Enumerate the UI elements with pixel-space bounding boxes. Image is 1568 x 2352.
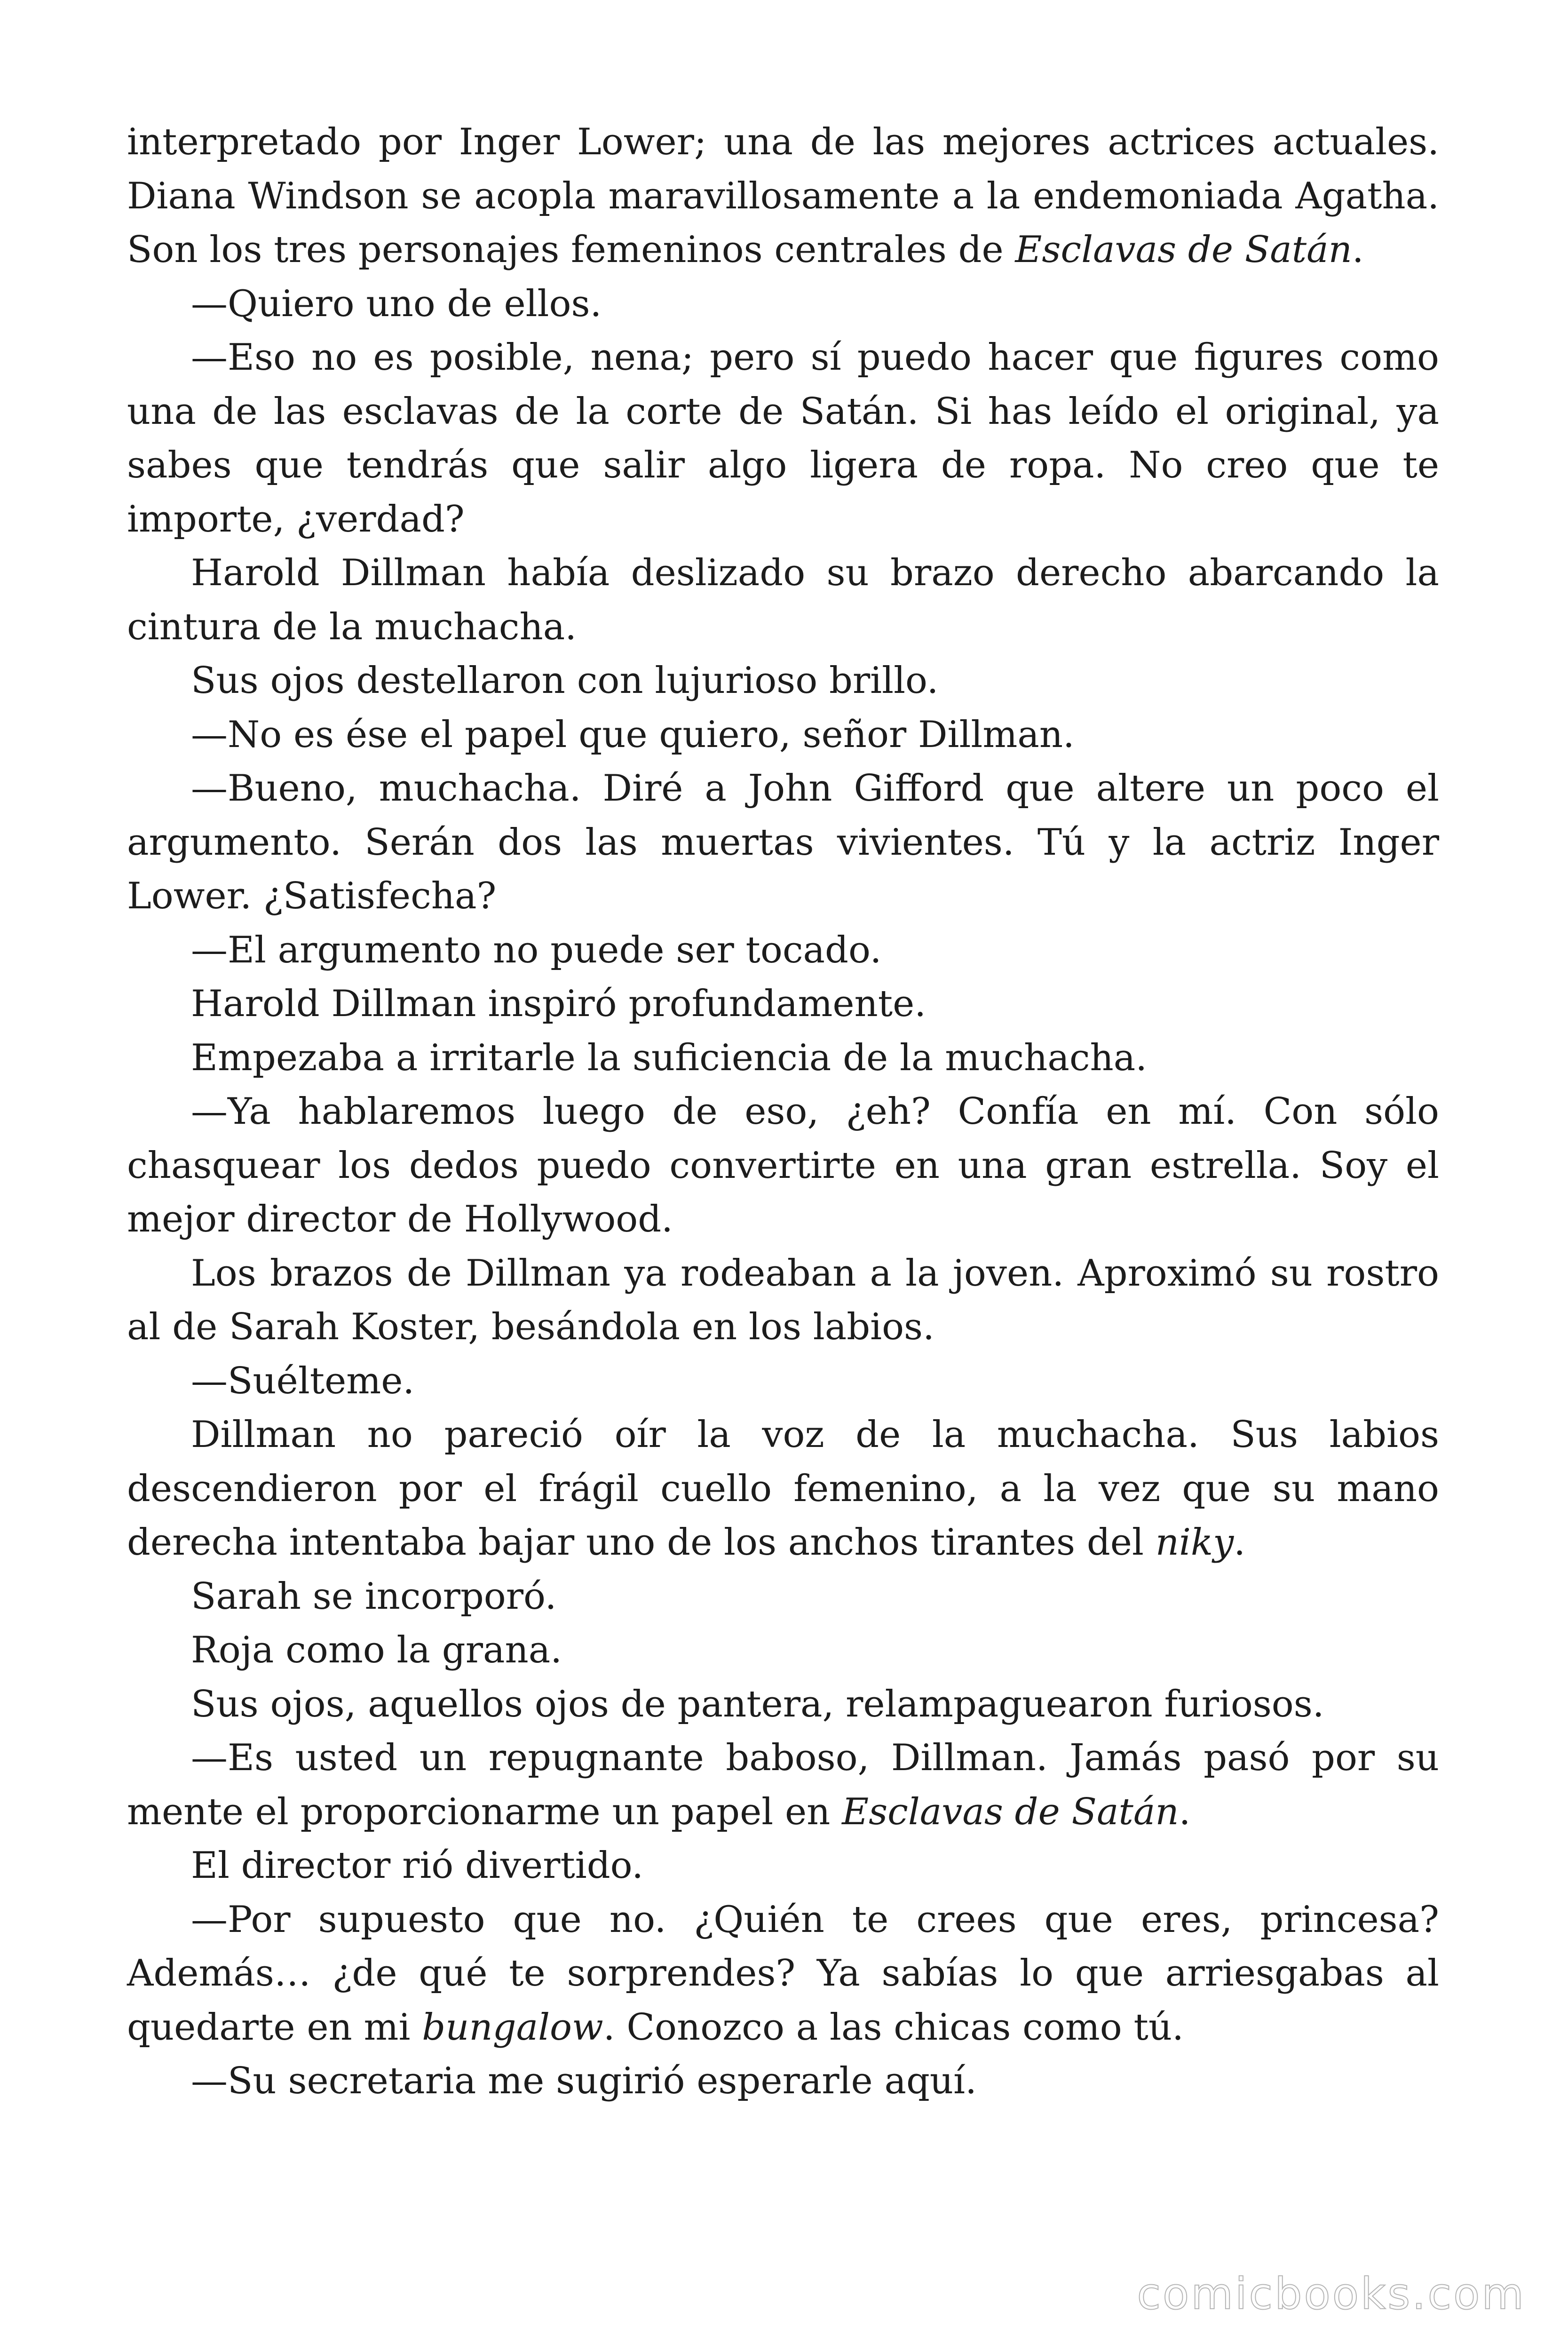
watermark: comicbooks.com bbox=[1137, 2269, 1526, 2319]
paragraph bbox=[127, 1570, 1439, 1624]
text-run: Harold Dillman había deslizado su brazo derecho abarcando la cintura de la muchacha. bbox=[127, 552, 1439, 648]
text-run: Sus ojos destellaron con lujurioso brillo. bbox=[191, 660, 939, 702]
paragraph bbox=[127, 1354, 1439, 1408]
text-run: Sarah se incorporó. bbox=[191, 1575, 557, 1618]
paragraph bbox=[127, 331, 1439, 546]
text-run: Empezaba a irritarle la suficiencia de la muchacha. bbox=[191, 1036, 1148, 1079]
text-run: —Bueno, muchacha. Diré a John Gifford que altere un poco el argumento. Serán dos las muertas vivientes. Tú y la actriz Inger Lower. ¿Satisfecha? bbox=[127, 767, 1439, 917]
italic-text: Esclavas de Satán bbox=[1015, 229, 1352, 271]
text-run: Sus ojos, aquellos ojos de pantera, relampaguearon furiosos. bbox=[191, 1683, 1324, 1725]
text-run: —El argumento no puede ser tocado. bbox=[191, 929, 882, 971]
text-run: —Ya hablaremos luego de eso, ¿eh? Confía en mí. Con sólo chasquear los dedos puedo convertirte en una gran estrella. Soy el mejor director de Hollywood. bbox=[127, 1090, 1439, 1240]
text-run: Dillman no pareció oír la voz de la muchacha. Sus labios descendieron por el frágil cuello femenino, a la vez que su mano derecha intentaba bajar uno de los anchos tirantes del bbox=[127, 1414, 1439, 1564]
paragraph bbox=[127, 2054, 1439, 2108]
text-run: —Eso no es posible, nena; pero sí puedo hacer que figures como una de las esclavas de la corte de Satán. Si has leído el original, ya sabes que tendrás que salir algo ligera de ropa. No creo que te importe, ¿verdad? bbox=[127, 336, 1439, 540]
text-run: . bbox=[1179, 1790, 1191, 1833]
italic-text: bungalow bbox=[422, 2006, 603, 2049]
paragraph bbox=[127, 1247, 1439, 1354]
paragraph bbox=[127, 654, 1439, 708]
paragraph bbox=[127, 1085, 1439, 1247]
text-run: Harold Dillman inspiró profundamente. bbox=[191, 983, 927, 1025]
body-text bbox=[127, 115, 1439, 2108]
text-run: —Por supuesto que no. ¿Quién te crees que eres, princesa? Además… ¿de qué te sorprendes? Ya sabías lo que arriesgabas al quedarte en mi bbox=[127, 1898, 1439, 2049]
paragraph bbox=[127, 1623, 1439, 1677]
text-run: —No es ése el papel que quiero, señor Dillman. bbox=[191, 713, 1075, 756]
text-run: Roja como la grana. bbox=[191, 1629, 562, 1671]
italic-text: niky bbox=[1155, 1521, 1234, 1564]
italic-text: Esclavas de Satán bbox=[842, 1790, 1179, 1833]
text-run: . bbox=[1234, 1521, 1246, 1564]
text-run: El director rió divertido. bbox=[191, 1844, 644, 1887]
paragraph bbox=[127, 1893, 1439, 2055]
paragraph bbox=[127, 923, 1439, 977]
paragraph bbox=[127, 1677, 1439, 1732]
text-run: —Suélteme. bbox=[191, 1359, 415, 1402]
paragraph bbox=[127, 1731, 1439, 1839]
paragraph bbox=[127, 1839, 1439, 1893]
paragraph bbox=[127, 1031, 1439, 1085]
text-run: . bbox=[1352, 229, 1364, 271]
text-run: —Es usted un repugnante baboso, Dillman. Jamás pasó por su mente el proporcionarme un papel en bbox=[127, 1737, 1439, 1833]
paragraph bbox=[127, 977, 1439, 1031]
text-run: —Su secretaria me sugirió esperarle aquí. bbox=[191, 2060, 977, 2102]
paragraph bbox=[127, 546, 1439, 654]
paragraph bbox=[127, 1408, 1439, 1570]
paragraph bbox=[127, 762, 1439, 923]
text-run: Los brazos de Dillman ya rodeaban a la joven. Aproximó su rostro al de Sarah Koster, besándola en los labios. bbox=[127, 1252, 1439, 1348]
text-run: —Quiero uno de ellos. bbox=[191, 282, 602, 325]
text-run: . Conozco a las chicas como tú. bbox=[603, 2006, 1184, 2049]
paragraph bbox=[127, 277, 1439, 331]
paragraph bbox=[127, 115, 1439, 277]
paragraph bbox=[127, 708, 1439, 762]
text-run: interpretado por Inger Lower; una de las mejores actrices actuales. Diana Windson se acopla maravillosamente a la endemoniada Agatha. Son los tres personajes femeninos centrales de bbox=[127, 121, 1439, 271]
